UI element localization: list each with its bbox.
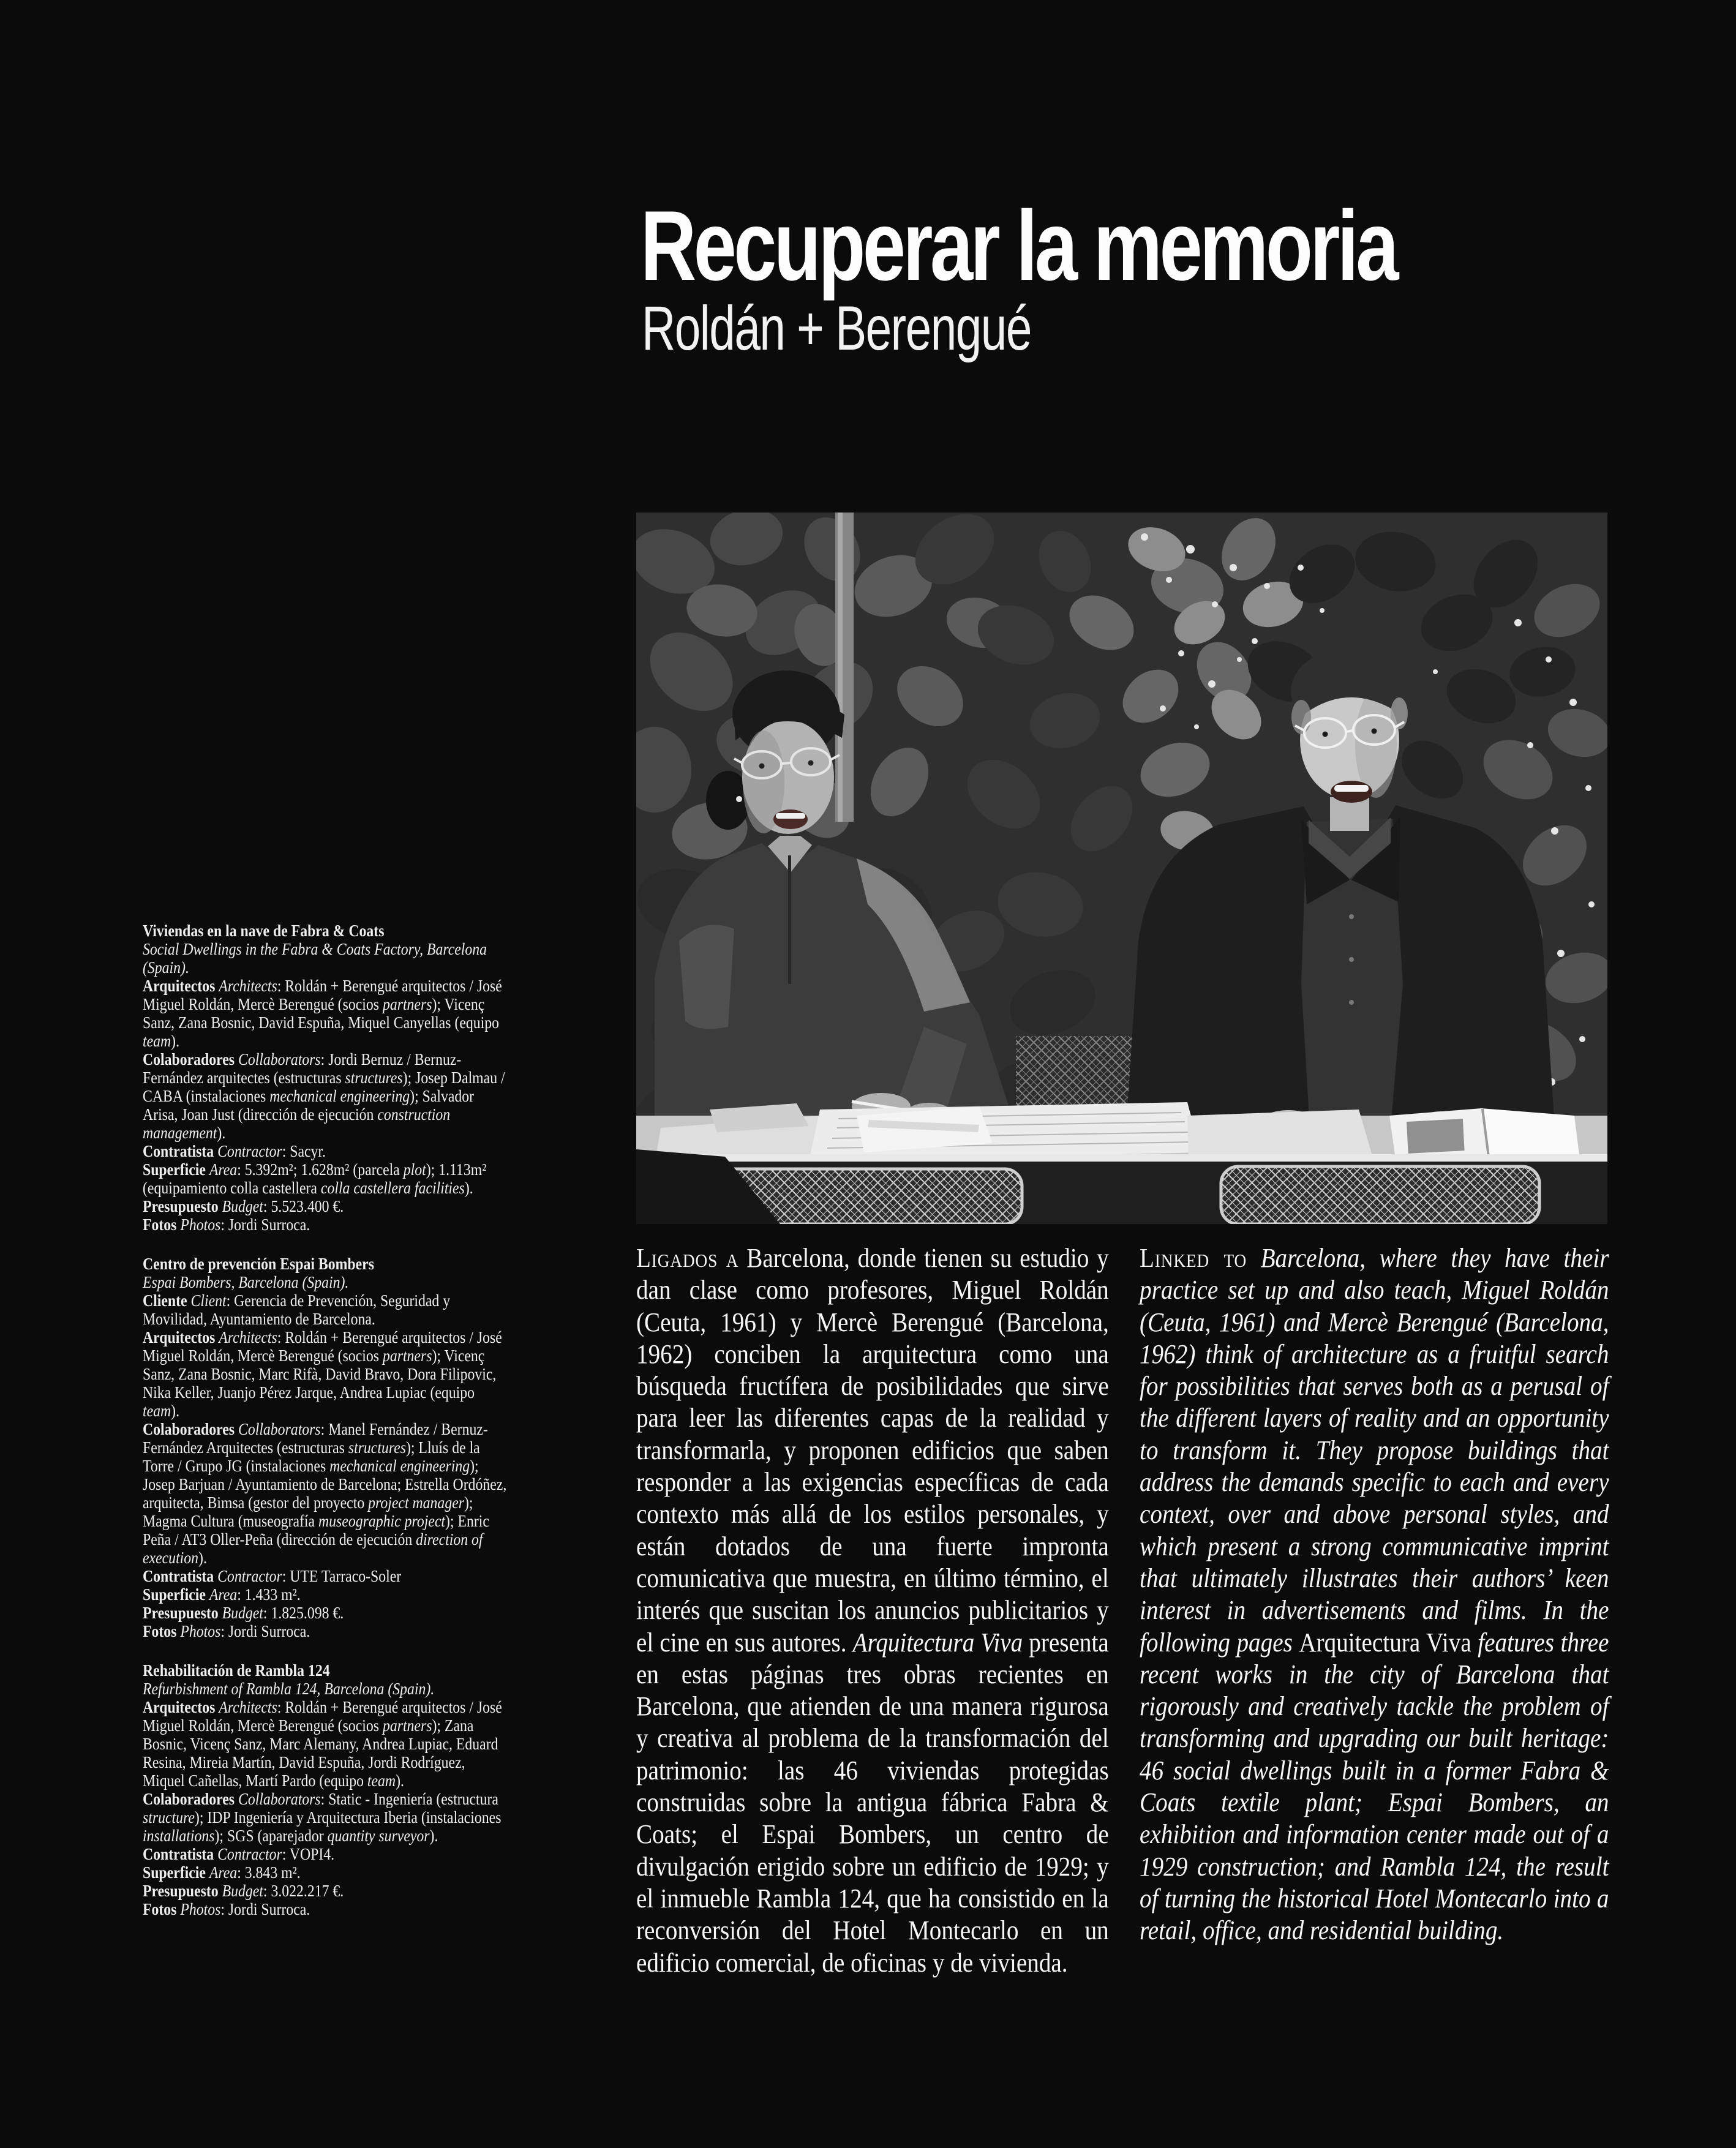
project-credits-fabra-coats: [143, 922, 507, 1234]
article-title: Recuperar la memoria: [641, 190, 1396, 301]
credit-line: Arquitectos Architects: Roldán + Berengué arquitectos / José Miguel Roldán, Mercè Berengué (socios partners); Vicenç Sanz, Zana Bosnic, David Espuña, Miquel Canyellas (equipo team).: [143, 977, 502, 1050]
credit-line: Colaboradores Collaborators: Static - Ingeniería (estructura structure); IDP Ingeniería y Arquitectura Iberia (instalaciones installations); SGS (aparejador quantity surveyor).: [143, 1790, 502, 1845]
credit-line: Fotos Photos: Jordi Surroca.: [143, 1622, 310, 1640]
body-text-spanish: [636, 1242, 1109, 1978]
credit-line: Rehabilitación de Rambla 124: [143, 1661, 330, 1680]
spanish-paragraph: Ligados a Barcelona, donde tienen su estudio y dan clase como profesores, Miguel Roldán (Ceuta, 1961) y Mercè Berengué (Barcelona, 1962) conciben la arquitectura como una búsqueda fructífera de posibilidades que sirve para leer las diferentes capas de la realidad y transformarla, y proponen edificios que saben responder a las exigencias específicas de cada contexto más allá de los estilos personales, y están dotados de una fuerte impronta comunicativa que muestra, en último término, el interés que suscitan los anuncios publicitarios y el cine en sus autores. Arquitectura Viva presenta en estas páginas tres obras recientes en Barcelona, que atienden de una manera rigurosa y creativa al problema de la transformación del patrimonio: las 46 viviendas protegidas construidas sobre la antigua fábrica Fabra & Coats; el Espai Bombers, un centro de divulgación erigido sobre un edificio de 1929; y el inmueble Rambla 124, que ha consistido en la reconversión del Hotel Montecarlo en un edificio comercial, de oficinas y de vivienda.: [636, 1242, 1109, 1978]
credit-line: Cliente Client: Gerencia de Prevención, Seguridad y Movilidad, Ayuntamiento de Barcelona.: [143, 1291, 451, 1328]
credit-line: Colaboradores Collaborators: Manel Fernández / Bernuz-Fernández Arquitectes (estructuras structures); Lluís de la Torre / Grupo JG (instalaciones mechanical engineering); Josep Barjuan / Ayuntamiento de Barcelona; Estrella Ordóñez, arquitecta, Bimsa (gestor del proyecto project manager); Magma Cultura (museografía museographic project); Enric Peña / AT3 Oller-Peña (dirección de ejecución direction of execution).: [143, 1420, 507, 1567]
credit-line: Arquitectos Architects: Roldán + Berengué arquitectos / José Miguel Roldán, Mercè Berengué (socios partners); Zana Bosnic, Vicenç Sanz, Marc Alemany, Andrea Lupiac, Eduard Resina, Mireia Martín, David Espuña, Jordi Rodríguez, Miquel Cañellas, Martí Pardo (equipo team).: [143, 1698, 502, 1790]
credit-line: Contratista Contractor: VOPI4.: [143, 1845, 335, 1863]
portrait-photo-illustration: [636, 513, 1607, 1224]
credit-line: Arquitectos Architects: Roldán + Berengué arquitectos / José Miguel Roldán, Mercè Berengué (socios partners); Vicenç Sanz, Zana Bosnic, Marc Rifà, David Bravo, Dora Filipovic, Nika Keller, Juanjo Pérez Jarque, Andrea Lupiac (equipo team).: [143, 1328, 502, 1420]
article-subtitle: Roldán + Berengué: [642, 293, 1031, 363]
credit-line: Contratista Contractor: Sacyr.: [143, 1142, 326, 1160]
credit-line: Superficie Area: 5.392m²; 1.628m² (parcela plot); 1.113m² (equipamiento colla castellera colla castellera facilities).: [143, 1160, 487, 1197]
credit-line: Social Dwellings in the Fabra & Coats Factory, Barcelona (Spain).: [143, 940, 487, 977]
credit-line: Superficie Area: 3.843 m².: [143, 1863, 301, 1882]
project-credits-espai-bombers: [143, 1255, 507, 1640]
credit-line: Superficie Area: 1.433 m².: [143, 1585, 301, 1604]
credit-line: Refurbishment of Rambla 124, Barcelona (Spain).: [143, 1680, 435, 1698]
credit-line: Presupuesto Budget: 5.523.400 €.: [143, 1197, 344, 1215]
body-text-english: [1140, 1242, 1609, 1947]
credit-line: Presupuesto Budget: 1.825.098 €.: [143, 1604, 344, 1622]
english-paragraph: Linked to Barcelona, where they have their practice set up and also teach, Miguel Roldán (Ceuta, 1961) and Mercè Berengué (Barcelona, 1962) think of architecture as a fruitful search for possibilities that serves both as a perusal of the different layers of reality and an opportunity to transform it. They propose buildings that address the demands specific to each and every context, over and above personal styles, and which present a strong communicative imprint that ultimately illustrates their authors’ keen interest in advertisements and films. In the following pages Arquitectura Viva features three recent works in the city of Barcelona that rigorously and creatively tackle the problem of transforming and upgrading our built heritage: 46 social dwellings built in a former Fabra & Coats textile plant; Espai Bombers, an exhibition and information center made out of a 1929 construction; and Rambla 124, the result of turning the historical Hotel Montecarlo into a retail, office, and residential building.: [1140, 1242, 1609, 1946]
credit-line: Fotos Photos: Jordi Surroca.: [143, 1900, 310, 1918]
credit-line: Centro de prevención Espai Bombers: [143, 1255, 374, 1273]
credit-line: Viviendas en la nave de Fabra & Coats: [143, 922, 385, 940]
credit-line: Espai Bombers, Barcelona (Spain).: [143, 1273, 349, 1291]
credit-line: Presupuesto Budget: 3.022.217 €.: [143, 1882, 344, 1900]
credit-line: Fotos Photos: Jordi Surroca.: [143, 1215, 310, 1234]
credits-sidebar: [143, 922, 507, 1939]
portrait-photo: [636, 513, 1607, 1224]
project-credits-rambla-124: [143, 1661, 507, 1918]
credit-line: Colaboradores Collaborators: Jordi Bernuz / Bernuz-Fernández arquitectes (estructuras structures); Josep Dalmau / CABA (instalaciones mechanical engineering); Salvador Arisa, Joan Just (dirección de ejecución construction management).: [143, 1050, 505, 1142]
credit-line: Contratista Contractor: UTE Tarraco-Soler: [143, 1567, 402, 1585]
